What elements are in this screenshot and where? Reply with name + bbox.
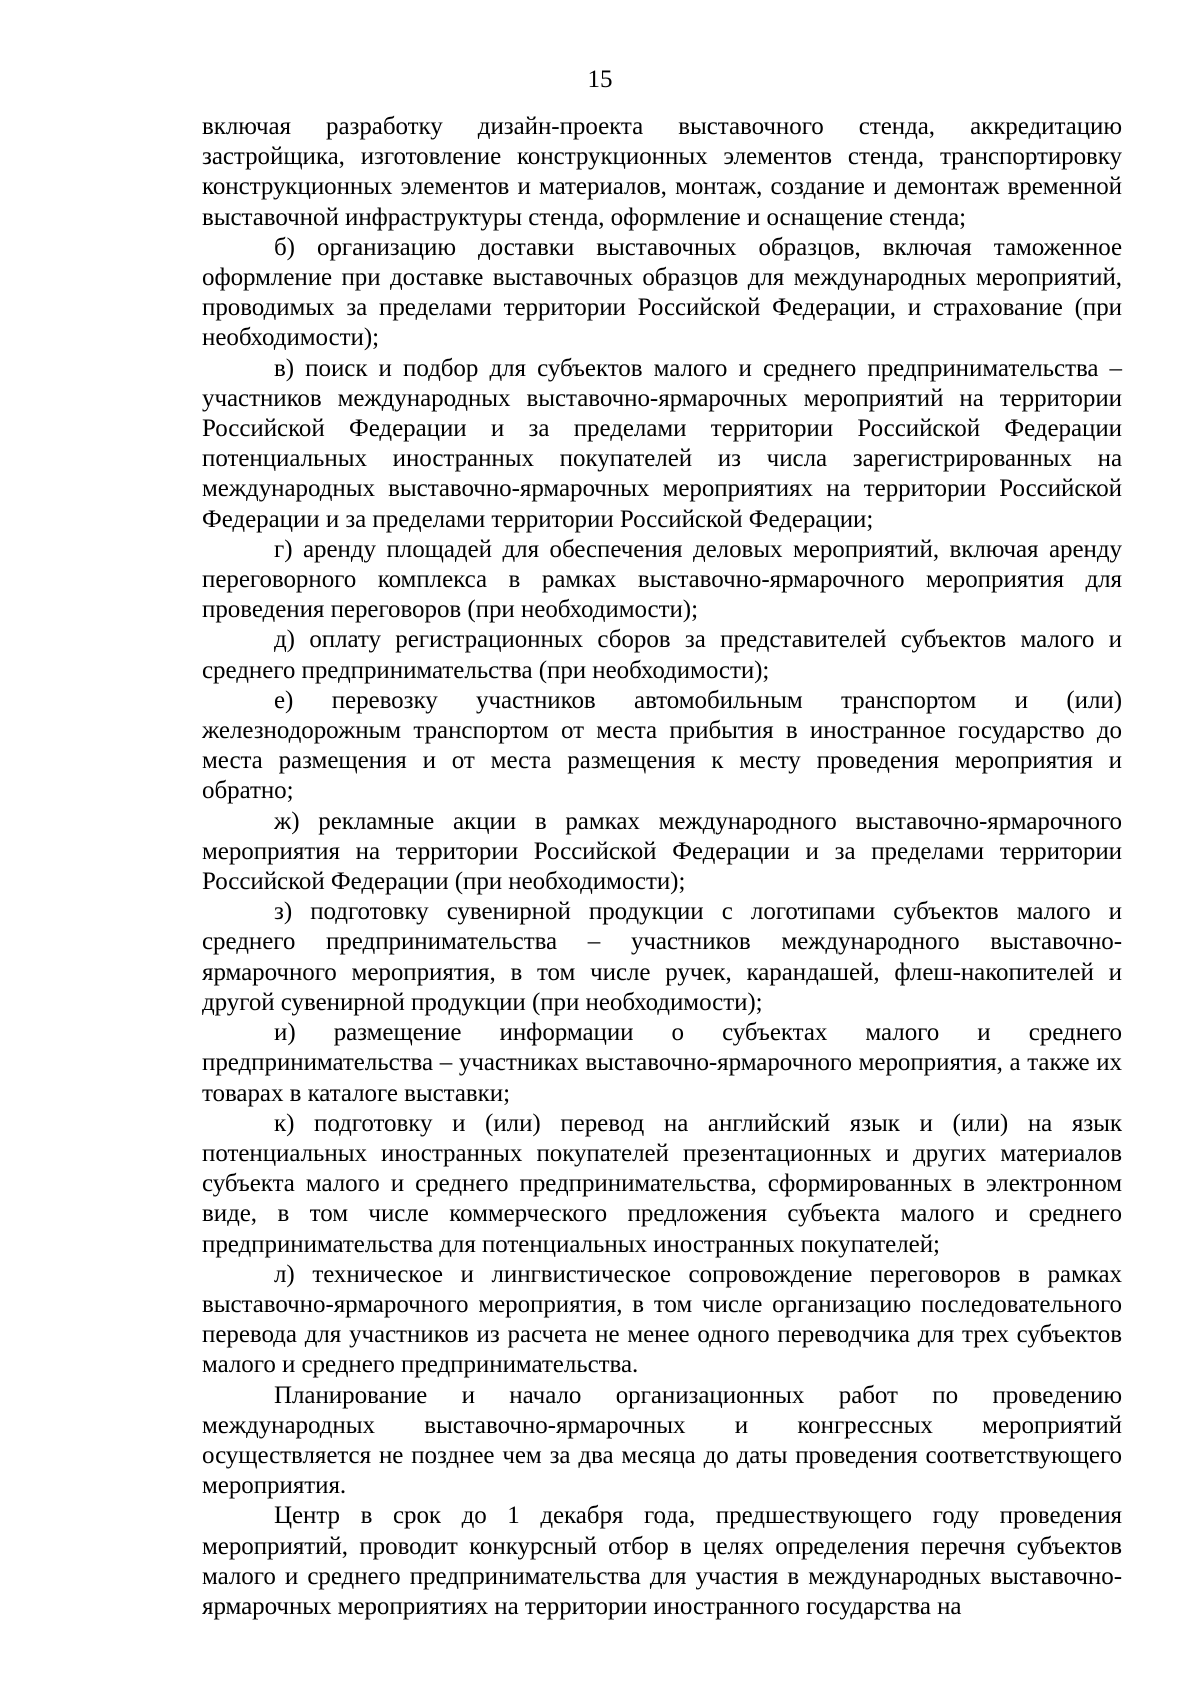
paragraph-item-z: з) подготовку сувенирной продукции с логотипами субъектов малого и среднего предпринимательства – участников международного выставочно-ярмарочного мероприятия, в том числе ручек, карандашей, флеш-накопителей и другой сувенирной продукции (при необходимости); [202,898,1122,1016]
paragraph-item-b: б) организацию доставки выставочных образцов, включая таможенное оформление при доставке выставочных образцов для международных мероприятий, проводимых за пределами территории Российской Федерации, и страхование (при необходимости); [202,233,1122,352]
paragraph-center-deadline: Центр в срок до 1 декабря года, предшествующего году проведения мероприятий, проводит конкурсный отбор в целях определения перечня субъектов малого и среднего предпринимательства для участия в международных выставочно-ярмарочных мероприятиях на территории иностранного государства на [202,1502,1122,1620]
paragraph-continuation: включая разработку дизайн-проекта выставочного стенда, аккредитацию застройщика, изготовление конструкционных элементов стенда, транспортировку конструкционных элементов и материалов, монтаж, создание и демонтаж временной выставочной инфраструктуры стенда, оформление и оснащение стенда; [202,113,1122,231]
paragraph-item-i: и) размещение информации о субъектах малого и среднего предпринимательства – участниках выставочно-ярмарочного мероприятия, а также их товарах в каталоге выставки; [202,1019,1122,1107]
paragraph-item-l: л) техническое и лингвистическое сопровождение переговоров в рамках выставочно-ярмарочного мероприятия, в том числе организацию последовательного перевода для участников из расчета не менее одного переводчика для трех субъектов малого и среднего предпринимательства. [202,1260,1122,1379]
paragraph-item-e: е) перевозку участников автомобильным транспортом и (или) железнодорожным транспортом от места прибытия в иностранное государство до места размещения и от места размещения к месту проведения мероприятия и обратно; [202,686,1122,805]
paragraph-item-d: д) оплату регистрационных сборов за представителей субъектов малого и среднего предпринимательства (при необходимости); [202,626,1122,684]
paragraph-planning: Планирование и начало организационных работ по проведению международных выставочно-ярмарочных и конгрессных мероприятий осуществляется не позднее чем за два месяца до даты проведения соответствующего мероприятия. [202,1381,1122,1500]
paragraph-item-v: в) поиск и подбор для субъектов малого и среднего предпринимательства – участников международных выставочно-ярмарочных мероприятий на территории Российской Федерации и за пределами территории Российской Федерации потенциальных иностранных покупателей из числа зарегистрированных на международных выставочно-ярмарочных мероприятиях на территории Российской Федерации и за пределами территории Российской Федерации; [202,354,1122,533]
page-number: 15 [587,66,613,93]
document-body [202,112,1122,1622]
paragraph-item-k: к) подготовку и (или) перевод на английский язык и (или) на язык потенциальных иностранных покупателей презентационных и других материалов субъекта малого и среднего предпринимательства, сформированных в электронном виде, в том числе коммерческого предложения субъекта малого и среднего предпринимательства для потенциальных иностранных покупателей; [202,1109,1122,1258]
paragraph-item-g: г) аренду площадей для обеспечения деловых мероприятий, включая аренду переговорного комплекса в рамках выставочно-ярмарочного мероприятия для проведения переговоров (при необходимости); [202,535,1122,624]
paragraph-item-zh: ж) рекламные акции в рамках международного выставочно-ярмарочного мероприятия на территории Российской Федерации и за пределами территории Российской Федерации (при необходимости); [202,807,1122,896]
